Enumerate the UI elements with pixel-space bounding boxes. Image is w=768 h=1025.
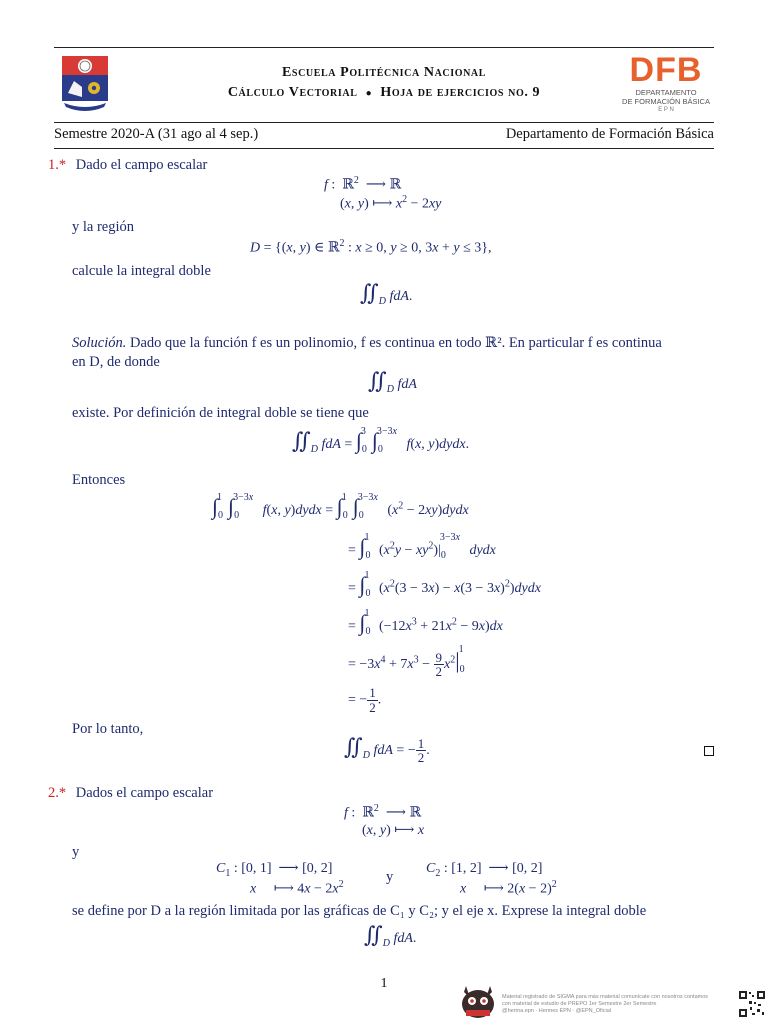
solution-text2: en D, de donde xyxy=(72,354,160,370)
header-bottom-rule xyxy=(54,148,714,149)
semester-label: Semestre 2020-A (31 ago al 4 sep.) xyxy=(54,126,259,142)
p2-y-between: y xyxy=(386,869,394,885)
p2-curve-c1: $C_1$ : [0, 1] ⟶ [0, 2] x ⟼ $4x - 2x^2$ xyxy=(216,861,344,897)
title-bullet: ● xyxy=(365,88,373,99)
p1-field-def: f : ℝ$^2$ ⟶ ℝ (x, y) ⟼ $x^2 - 2xy$ xyxy=(324,175,442,212)
problem2-intro: Dados el campo escalar xyxy=(75,785,214,801)
mascot-logo xyxy=(456,982,500,1020)
p2-field-def: f : ℝ$^2$ ⟶ ℝ (x, y) ⟼ x xyxy=(344,803,425,838)
footer-note-line3: @herma.epn · Hermes EPN · @EPN_Oficial xyxy=(502,1008,611,1014)
department-label: Departamento de Formación Básica xyxy=(505,126,714,142)
p1-ask: calcule la integral doble xyxy=(72,263,211,279)
qr-code xyxy=(738,990,766,1018)
sheet-name: Hoja de ejercicios no. 9 xyxy=(380,85,541,100)
p1-exists-text: existe. Por definición de integral doble se tiene que xyxy=(72,405,369,421)
header-top-rule xyxy=(54,47,714,48)
p1-calc-line3: = $\int_0^1$ ($x^2(3 - 3x) - x(3$ − $3x)^2)dydx$ xyxy=(348,570,541,599)
school-name: Escuela Politécnica Nacional xyxy=(281,65,487,80)
p1-integral-ask: $∬_D$ fdA. xyxy=(360,280,413,307)
p1-final-result: $∬_D$ fdA = − $\frac{1}{2}$ . xyxy=(344,734,430,766)
p2-define: se define por D a la región limitada por las gráficas de C₁ y C₂; y el eje x. Exprese la integral doble xyxy=(72,903,647,919)
epn-logo xyxy=(60,55,110,113)
p2-integral: $∬_D$ fdA. xyxy=(364,922,417,949)
problem1-number: 1.* xyxy=(48,157,67,173)
p2-y: y xyxy=(72,844,80,860)
problem1-heading xyxy=(48,157,207,174)
problem2-heading xyxy=(48,785,213,802)
solution-text: Dado que la función f es un polinomio, f es continua en todo ℝ². En particular f es continua xyxy=(130,335,662,351)
course-name: Cálculo Vectorial xyxy=(227,85,358,100)
footer-note-line1: Material registrado de SIGMA para más material comunícate con nosotros contamos xyxy=(502,994,709,1000)
p1-calc-line6: = − $\frac{1}{2}$ . xyxy=(348,685,382,715)
p1-therefore: Por lo tanto, xyxy=(72,721,144,737)
dfb-logo-line2: DE FORMACIÓN BÁSICA xyxy=(622,97,710,106)
p2-curve-c2: $C_2$ : [1, 2] ⟶ [0, 2] x ⟼ $2(x - 2)^2$ xyxy=(426,861,557,897)
p1-iterated-def: $∬_D$ fdA = $\int_0^3$ $\int_0^{3-3x}$ f(x, y)dydx. xyxy=(292,426,470,455)
header-mid-rule xyxy=(54,122,714,123)
dfb-letters: DFB xyxy=(629,51,703,89)
p1-solution xyxy=(72,334,717,372)
dfb-logo-line1: DEPARTAMENTO xyxy=(635,88,697,97)
dfb-logo-line3: E P N xyxy=(658,107,674,113)
problem1-intro: Dado el campo escalar xyxy=(75,157,208,173)
p1-calc-line4: = $\int_0^1$ $(-12x^3 + 21x^2 - 9x)dx$ xyxy=(348,608,503,637)
problem2-number: 2.* xyxy=(48,785,67,801)
footer-note-line2: con material de estudio de PREPO 1er Semestre 2er Semestre xyxy=(502,1001,657,1007)
footer-note xyxy=(502,994,734,1015)
p1-integral-exists: $∬_D$ fdA xyxy=(368,368,417,395)
p1-then: Entonces xyxy=(72,472,126,488)
solution-label: Solución. xyxy=(72,335,127,351)
p1-region-label: y la región xyxy=(72,219,135,235)
p1-calc-line2: = $\int_0^1$ $(x^2y - xy^2)|_0^{3-3x}$ dydx xyxy=(348,532,496,561)
p1-calc-line1: $\int_0^1$ $\int_0^{3-3x}$ f(x, y)dydx = $\int_0^1$ $\int_0^{3-3x}$ ($x^2$ − 2xy)dydx xyxy=(212,492,469,521)
page-number: 1 xyxy=(380,976,388,991)
p1-calc-line5: = $-3x^4 + 7x^3$ − $\frac{9}{2}$ $x^2|_0^1$ xyxy=(348,644,465,680)
qed-symbol xyxy=(704,746,714,756)
p1-region-def: D = {(x, y) ∈ ℝ$^2$ : x ≥ 0, y ≥ 0, 3x + y ≤ 3}, xyxy=(250,238,492,256)
dfb-logo xyxy=(616,52,716,118)
